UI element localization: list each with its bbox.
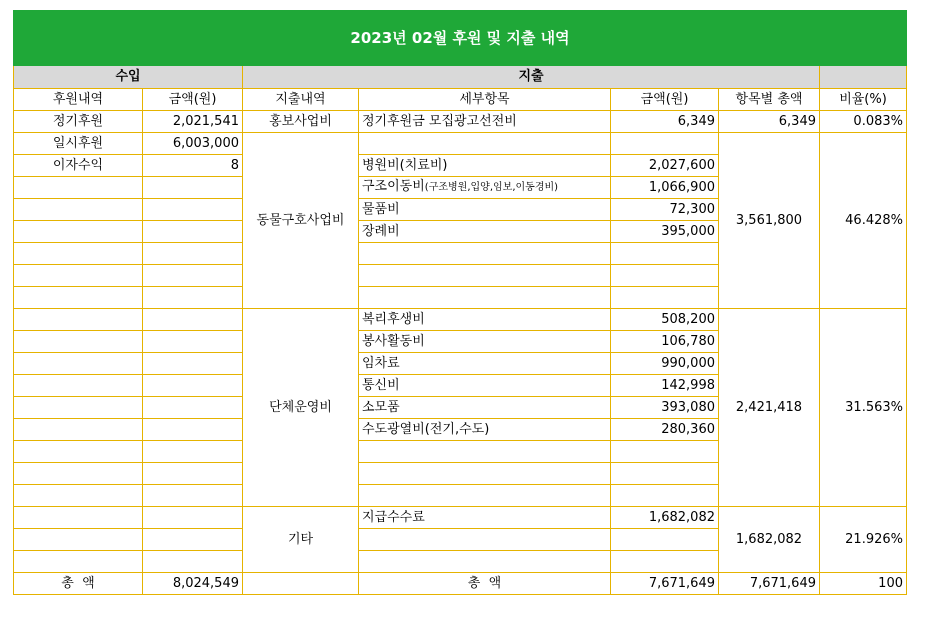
category-total-cell: 2,421,418 — [719, 309, 820, 507]
detail-item-cell: 장례비 — [359, 221, 611, 243]
ratio-cell: 46.428% — [820, 133, 907, 309]
detail-item-cell: 소모품 — [359, 397, 611, 419]
detail-item-cell: 수도광열비(전기,수도) — [359, 419, 611, 441]
income-amount-cell — [143, 551, 243, 573]
ratio-cell: 31.563% — [820, 309, 907, 507]
detail-item-cell: 복리후생비 — [359, 309, 611, 331]
income-amount-cell — [143, 419, 243, 441]
detail-item-cell — [359, 485, 611, 507]
income-amount-cell — [143, 331, 243, 353]
col-ratio: 비율(%) — [820, 89, 907, 111]
income-type-cell — [14, 243, 143, 265]
category-total-sum: 7,671,649 — [719, 573, 820, 595]
expense-amount-cell: 990,000 — [611, 353, 719, 375]
expense-category-cell: 동물구호사업비 — [243, 133, 359, 309]
income-amount-cell — [143, 397, 243, 419]
detail-item-cell — [359, 265, 611, 287]
detail-item-cell: 통신비 — [359, 375, 611, 397]
detail-item-cell: 임차료 — [359, 353, 611, 375]
table-row — [14, 111, 907, 133]
detail-item-cell: 정기후원금 모집광고선전비 — [359, 111, 611, 133]
detail-item-note: (구조병원,입양,임보,이동경비) — [424, 182, 559, 193]
income-type-cell — [14, 551, 143, 573]
expense-amount-cell — [611, 441, 719, 463]
col-category-total: 항목별 총액 — [719, 89, 820, 111]
income-amount-cell — [143, 353, 243, 375]
report-table — [13, 10, 907, 595]
totals-blank-cell — [243, 573, 359, 595]
col-donation-type: 후원내역 — [14, 89, 143, 111]
col-expense-type: 지출내역 — [243, 89, 359, 111]
expense-amount-cell — [611, 485, 719, 507]
section-header-blank — [820, 66, 907, 89]
income-type-cell: 정기후원 — [14, 111, 143, 133]
income-amount-cell — [143, 221, 243, 243]
income-amount-cell — [143, 309, 243, 331]
detail-item-cell — [359, 287, 611, 309]
detail-item-cell — [359, 463, 611, 485]
income-amount-cell — [143, 287, 243, 309]
detail-item-cell: 물품비 — [359, 199, 611, 221]
table-row — [14, 133, 907, 155]
col-expense-amount: 금액(원) — [611, 89, 719, 111]
expense-amount-cell — [611, 551, 719, 573]
detail-item-cell — [359, 529, 611, 551]
table-row — [14, 507, 907, 529]
income-amount-cell — [143, 485, 243, 507]
income-amount-cell — [143, 507, 243, 529]
income-type-cell — [14, 529, 143, 551]
income-amount-cell — [143, 243, 243, 265]
income-type-cell — [14, 177, 143, 199]
expense-amount-cell: 1,682,082 — [611, 507, 719, 529]
detail-item-cell: 병원비(치료비) — [359, 155, 611, 177]
income-type-cell: 일시후원 — [14, 133, 143, 155]
category-total-cell: 3,561,800 — [719, 133, 820, 309]
income-type-cell — [14, 309, 143, 331]
expense-amount-cell — [611, 243, 719, 265]
column-header-row — [14, 89, 907, 111]
expense-section-header: 지출 — [243, 66, 820, 89]
col-income-amount: 금액(원) — [143, 89, 243, 111]
expense-amount-cell: 72,300 — [611, 199, 719, 221]
income-type-cell — [14, 265, 143, 287]
income-type-cell — [14, 331, 143, 353]
income-type-cell: 이자수익 — [14, 155, 143, 177]
income-amount-cell — [143, 177, 243, 199]
income-amount-cell: 2,021,541 — [143, 111, 243, 133]
expense-total-value: 7,671,649 — [611, 573, 719, 595]
expense-category-cell: 단체운영비 — [243, 309, 359, 507]
income-amount-cell: 6,003,000 — [143, 133, 243, 155]
ratio-total: 100 — [820, 573, 907, 595]
report-title: 2023년 02월 후원 및 지출 내역 — [14, 11, 907, 66]
expense-amount-cell: 280,360 — [611, 419, 719, 441]
income-amount-cell — [143, 463, 243, 485]
expense-amount-cell: 106,780 — [611, 331, 719, 353]
col-detail-item: 세부항목 — [359, 89, 611, 111]
detail-item-label: 구조이동비 — [362, 179, 425, 194]
expense-amount-cell — [611, 463, 719, 485]
income-type-cell — [14, 397, 143, 419]
totals-row — [14, 573, 907, 595]
ratio-cell: 0.083% — [820, 111, 907, 133]
expense-total-label: 총 액 — [359, 573, 611, 595]
income-type-cell — [14, 485, 143, 507]
income-amount-cell — [143, 441, 243, 463]
expense-amount-cell: 393,080 — [611, 397, 719, 419]
detail-item-cell — [359, 177, 611, 199]
expense-amount-cell: 1,066,900 — [611, 177, 719, 199]
ratio-cell: 21.926% — [820, 507, 907, 573]
expense-amount-cell: 142,998 — [611, 375, 719, 397]
detail-item-cell — [359, 441, 611, 463]
income-type-cell — [14, 419, 143, 441]
income-type-cell — [14, 199, 143, 221]
expense-amount-cell: 2,027,600 — [611, 155, 719, 177]
detail-item-cell — [359, 133, 611, 155]
expense-amount-cell: 395,000 — [611, 221, 719, 243]
income-total-label: 총 액 — [14, 573, 143, 595]
income-type-cell — [14, 441, 143, 463]
income-type-cell — [14, 353, 143, 375]
income-type-cell — [14, 463, 143, 485]
expense-amount-cell — [611, 133, 719, 155]
expense-amount-cell — [611, 287, 719, 309]
expense-amount-cell: 6,349 — [611, 111, 719, 133]
income-type-cell — [14, 375, 143, 397]
detail-item-cell: 봉사활동비 — [359, 331, 611, 353]
detail-item-cell: 지급수수료 — [359, 507, 611, 529]
income-type-cell — [14, 287, 143, 309]
income-amount-cell — [143, 375, 243, 397]
category-total-cell: 1,682,082 — [719, 507, 820, 573]
detail-item-cell — [359, 243, 611, 265]
expense-category-cell: 홍보사업비 — [243, 111, 359, 133]
income-amount-cell: 8 — [143, 155, 243, 177]
expense-amount-cell: 508,200 — [611, 309, 719, 331]
expense-amount-cell — [611, 265, 719, 287]
table-row — [14, 309, 907, 331]
income-type-cell — [14, 221, 143, 243]
detail-item-cell — [359, 551, 611, 573]
income-total-value: 8,024,549 — [143, 573, 243, 595]
expense-amount-cell — [611, 529, 719, 551]
expense-category-cell: 기타 — [243, 507, 359, 573]
income-amount-cell — [143, 529, 243, 551]
income-amount-cell — [143, 265, 243, 287]
income-type-cell — [14, 507, 143, 529]
income-amount-cell — [143, 199, 243, 221]
income-section-header: 수입 — [14, 66, 243, 89]
category-total-cell: 6,349 — [719, 111, 820, 133]
